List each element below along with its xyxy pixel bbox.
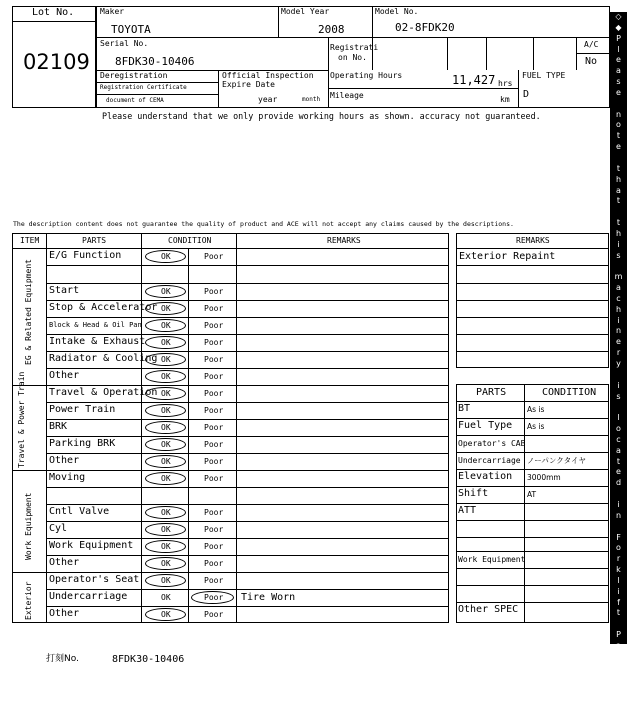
condition-poor: Poor — [204, 320, 224, 330]
condition-poor: Poor — [204, 609, 224, 619]
right-parts-label: ATT — [458, 505, 477, 516]
condition-ok: OK — [161, 354, 171, 364]
right-parts-header: PARTS — [476, 387, 507, 398]
condition-poor: Poor — [204, 388, 224, 398]
model-year-value: 2008 — [318, 23, 345, 36]
condition-ok: OK — [161, 541, 171, 551]
row-part-label: E/G Function — [49, 250, 122, 261]
condition-poor: Poor — [204, 303, 224, 313]
condition-poor: Poor — [204, 371, 224, 381]
condition-ok: OK — [161, 592, 171, 602]
col-condition-header: CONDITION — [168, 236, 212, 245]
ok-selected-mark — [145, 455, 186, 468]
inspection-label: Official Inspection — [222, 71, 314, 80]
condition-ok: OK — [161, 251, 171, 261]
ok-selected-mark — [145, 370, 186, 383]
condition-poor: Poor — [204, 337, 224, 347]
row-part-label: Undercarriage — [49, 591, 128, 602]
ac-label: A/C — [584, 40, 599, 49]
right-parts-label: Work Equipment — [458, 555, 526, 564]
model-year-label: Model Year — [281, 7, 330, 16]
col-remarks-header: REMARKS — [327, 236, 361, 245]
row-part-label: Cyl — [49, 523, 68, 534]
condition-poor: Poor — [204, 592, 224, 602]
condition-ok: OK — [161, 524, 171, 534]
lot-label: Lot No. — [32, 7, 75, 18]
km-label: km — [500, 95, 510, 104]
col-parts-header: PARTS — [82, 236, 107, 245]
row-part-label: Start — [49, 285, 80, 296]
table-row — [46, 265, 449, 283]
right-parts-value: 3000mm — [527, 473, 561, 482]
row-part-label: Radiator & Cooling — [49, 353, 158, 364]
condition-poor: Poor — [204, 473, 224, 483]
table-row — [46, 555, 449, 572]
ok-selected-mark — [145, 523, 186, 536]
row-part-label: Other — [49, 608, 80, 619]
row-part-label: Operator's Seat — [49, 574, 140, 585]
row-part-label: Block & Head & Oil Pan — [49, 321, 142, 329]
row-part-label: Stop & Accelerator — [49, 302, 158, 313]
serial-label: Serial No. — [100, 39, 149, 48]
ok-selected-mark — [145, 353, 186, 366]
ok-selected-mark — [145, 438, 186, 451]
stamp-no-label: 打刻No. — [46, 654, 79, 664]
right-parts-value: As is — [527, 422, 545, 431]
ok-selected-mark — [145, 404, 186, 417]
condition-poor: Poor — [204, 422, 224, 432]
row-remark: Tire Worn — [241, 591, 296, 603]
location-notice-sidebar — [610, 12, 627, 726]
row-part-label: Power Train — [49, 404, 116, 415]
cema-document-label: document of CEMA — [106, 97, 164, 104]
ok-selected-mark — [145, 387, 186, 400]
condition-poor: Poor — [204, 558, 224, 568]
condition-ok: OK — [161, 337, 171, 347]
condition-ok: OK — [161, 456, 171, 466]
table-row — [46, 470, 449, 487]
condition-poor: Poor — [204, 439, 224, 449]
row-part-label: Work Equipment — [49, 540, 134, 551]
month-label: month — [302, 96, 321, 103]
row-part-label: Other — [49, 370, 80, 381]
condition-ok: OK — [161, 558, 171, 568]
ok-selected-mark — [145, 472, 186, 485]
table-row — [46, 453, 449, 470]
lot-number: 02109 — [23, 50, 90, 74]
row-part-label: Cntl Valve — [49, 506, 110, 517]
ok-selected-mark — [145, 540, 186, 553]
registration-label-2: on No. — [338, 53, 367, 62]
right-remarks-first: Exterior Repaint — [459, 251, 556, 262]
table-row — [46, 283, 449, 300]
row-part-label: Intake & Exhaust — [49, 336, 146, 347]
ok-selected-mark — [145, 302, 186, 315]
ok-selected-mark — [145, 250, 186, 263]
condition-ok: OK — [161, 286, 171, 296]
hrs-label: hrs — [498, 79, 513, 88]
operating-hours-value: 11,427 — [452, 73, 496, 87]
row-part-label: Other — [49, 455, 80, 466]
condition-ok: OK — [161, 439, 171, 449]
operating-hours-label: Operating Hours — [330, 71, 403, 80]
row-part-label: Parking BRK — [49, 438, 116, 449]
condition-ok: OK — [161, 303, 171, 313]
ok-selected-mark — [145, 336, 186, 349]
ok-selected-mark — [145, 574, 186, 587]
condition-poor: Poor — [204, 251, 224, 261]
table-row — [46, 487, 449, 504]
working-hours-notice: Please understand that we only provide working hours as shown. accuracy not guaranteed. — [102, 111, 541, 121]
condition-ok: OK — [161, 507, 171, 517]
condition-ok: OK — [161, 388, 171, 398]
poor-selected-mark — [191, 591, 234, 604]
table-row — [46, 606, 449, 623]
stamp-no-value: 8FDK30-10406 — [112, 654, 185, 665]
right-parts-value: As is — [527, 405, 545, 414]
condition-poor: Poor — [204, 456, 224, 466]
fuel-type-label: FUEL TYPE — [522, 71, 566, 80]
row-part-label: BRK — [49, 421, 68, 432]
condition-ok: OK — [161, 473, 171, 483]
group-label-exterior: Exterior — [24, 581, 33, 620]
condition-ok: OK — [161, 575, 171, 585]
row-part-label: Travel & Operation — [49, 387, 158, 398]
condition-poor: Poor — [204, 575, 224, 585]
ok-selected-mark — [145, 285, 186, 298]
table-row — [46, 368, 449, 385]
condition-poor: Poor — [204, 541, 224, 551]
right-parts-label: Elevation — [458, 471, 513, 482]
condition-ok: OK — [161, 320, 171, 330]
group-label-travel: Travel & Power Train — [17, 371, 26, 468]
group-label-work: Work Equipment — [24, 492, 33, 560]
ac-value: No — [585, 56, 598, 67]
right-parts-label: Shift — [458, 488, 489, 499]
condition-ok: OK — [161, 371, 171, 381]
location-notice-text: ◇ ◆ P l e a s e n o t e t h a t t h i s m a c h i n e r y i s l o c a t e d i n F o r k l i f t P a r k i n g ◆ ◇ — [614, 12, 623, 726]
table-row — [46, 419, 449, 436]
serial-value: 8FDK30-10406 — [115, 55, 195, 68]
condition-poor: Poor — [204, 405, 224, 415]
inspection-label-2: Expire Date — [222, 80, 275, 89]
ok-selected-mark — [145, 421, 186, 434]
model-no-value: 02-8FDK20 — [395, 21, 455, 34]
ok-selected-mark — [145, 319, 186, 332]
condition-ok: OK — [161, 609, 171, 619]
mileage-label: Mileage — [330, 91, 364, 100]
condition-poor: Poor — [204, 354, 224, 364]
right-parts-label: Other SPEC — [458, 604, 519, 615]
deregistration-label: Deregistration — [100, 71, 168, 80]
ok-selected-mark — [145, 557, 186, 570]
ok-selected-mark — [145, 506, 186, 519]
ok-selected-mark — [145, 608, 186, 621]
row-part-label: Other — [49, 557, 80, 568]
col-item-header: ITEM — [20, 236, 40, 245]
condition-poor: Poor — [204, 524, 224, 534]
fuel-type-value: D — [523, 89, 530, 100]
group-label-eg: EG & Related Equipment — [24, 259, 33, 365]
row-part-label: Moving — [49, 472, 86, 483]
table-row — [46, 521, 449, 538]
year-label: year — [258, 95, 278, 104]
maker-value: TOYOTA — [111, 23, 151, 36]
model-no-label: Model No. — [375, 7, 419, 16]
right-parts-label: Fuel Type — [458, 420, 513, 431]
right-parts-value: AT — [527, 490, 537, 499]
right-parts-label: BT — [458, 403, 471, 414]
right-parts-label: Undercarriage — [458, 456, 521, 465]
right-parts-value: ノーパンクタイヤ — [527, 456, 586, 465]
condition-poor: Poor — [204, 507, 224, 517]
condition-ok: OK — [161, 422, 171, 432]
condition-ok: OK — [161, 405, 171, 415]
condition-poor: Poor — [204, 286, 224, 296]
disclaimer: The description content does not guarantee the quality of product and ACE will not accept any claims caused by the descriptions. — [13, 220, 514, 228]
registration-label: Registrati — [330, 43, 379, 52]
right-remarks-header: REMARKS — [516, 236, 550, 245]
right-parts-label: Operator's CAB — [458, 439, 526, 448]
registration-certificate-label: Registration Certificate — [100, 84, 187, 91]
right-condition-header: CONDITION — [542, 387, 597, 398]
maker-label: Maker — [100, 7, 125, 16]
